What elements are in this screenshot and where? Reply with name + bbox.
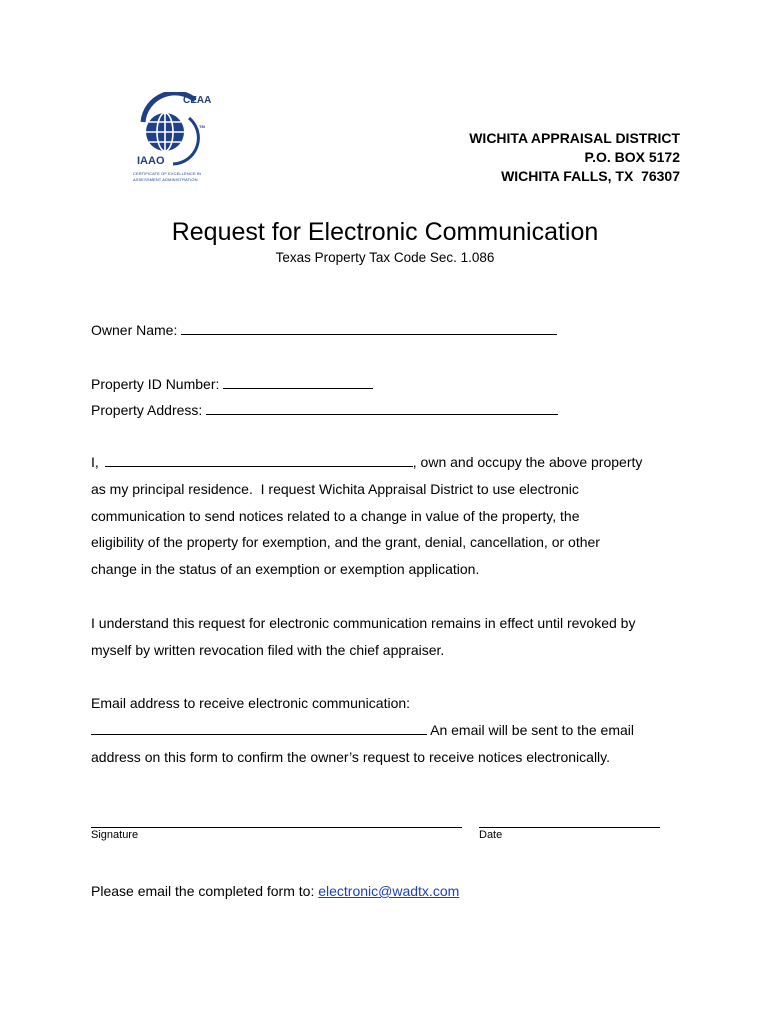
declaration-line-2: as my principal residence. I request Wichita Appraisal District to use electronic [91, 480, 579, 497]
property-id-field[interactable] [223, 374, 373, 389]
district-address [469, 129, 680, 186]
signature-field[interactable] [91, 827, 462, 828]
district-name: WICHITA APPRAISAL DISTRICT [469, 130, 680, 146]
page-subtitle: Texas Property Tax Code Sec. 1.086 [275, 250, 495, 265]
owner-name-field[interactable] [181, 320, 557, 335]
declaration-paragraph [91, 449, 691, 583]
owner-name-row [91, 320, 557, 338]
signature-label: Signature [91, 829, 139, 841]
globe-icon [133, 92, 213, 170]
email-line1-suffix: An email will be sent to the email [427, 721, 634, 738]
declaration-line-4: eligibility of the property for exemption, and the grant, denial, cancellation, or other [91, 534, 600, 551]
district-po-box: P.O. BOX 5172 [584, 149, 680, 165]
email-section [91, 690, 731, 770]
email-section-label: Email address to receive electronic communication: [91, 695, 411, 711]
property-address-label: Property Address: [91, 402, 203, 418]
declaration-line-5: change in the status of an exemption or exemption application. [91, 561, 480, 578]
footer-text: Please email the completed form to: [91, 883, 319, 899]
email-link[interactable]: electronic@wadtx.com [318, 883, 460, 899]
property-id-label: Property ID Number: [91, 376, 220, 392]
understanding-line-2: myself by written revocation filed with the chief appraiser. [91, 641, 445, 658]
understanding-line-1: I understand this request for electronic communication remains in effect until revoked by [91, 615, 636, 631]
email-line-2: address on this form to confirm the owner’s request to receive notices electronically. [91, 748, 611, 765]
declaration-line1-suffix: , own and occupy the above property [412, 454, 643, 470]
declaration-prefix: I, [91, 454, 99, 470]
owner-name-label: Owner Name: [91, 322, 178, 338]
date-field[interactable] [479, 827, 660, 828]
logo-top-text: CEAA [183, 95, 212, 106]
understanding-paragraph [91, 610, 731, 664]
logo-bottom-text: IAAO [137, 155, 165, 167]
property-id-row [91, 374, 373, 392]
property-address-field[interactable] [206, 400, 558, 415]
ceaa-iaao-logo [133, 92, 213, 184]
date-label: Date [479, 829, 503, 841]
declaration-line-3: communication to send notices related to a change in value of the property, the [91, 507, 580, 524]
declarant-name-field[interactable] [105, 452, 413, 467]
logo-tm: TM [199, 124, 205, 129]
page-title: Request for Electronic Communication [171, 218, 599, 246]
logo-tagline-2: ASSESSMENT ADMINISTRATION [133, 177, 198, 182]
property-address-row [91, 400, 558, 418]
district-city: WICHITA FALLS, TX 76307 [501, 168, 680, 184]
email-address-field[interactable] [91, 720, 427, 735]
logo-tagline-1: CERTIFICATE OF EXCELLENCE IN [133, 171, 201, 176]
footer-instruction [91, 883, 459, 899]
